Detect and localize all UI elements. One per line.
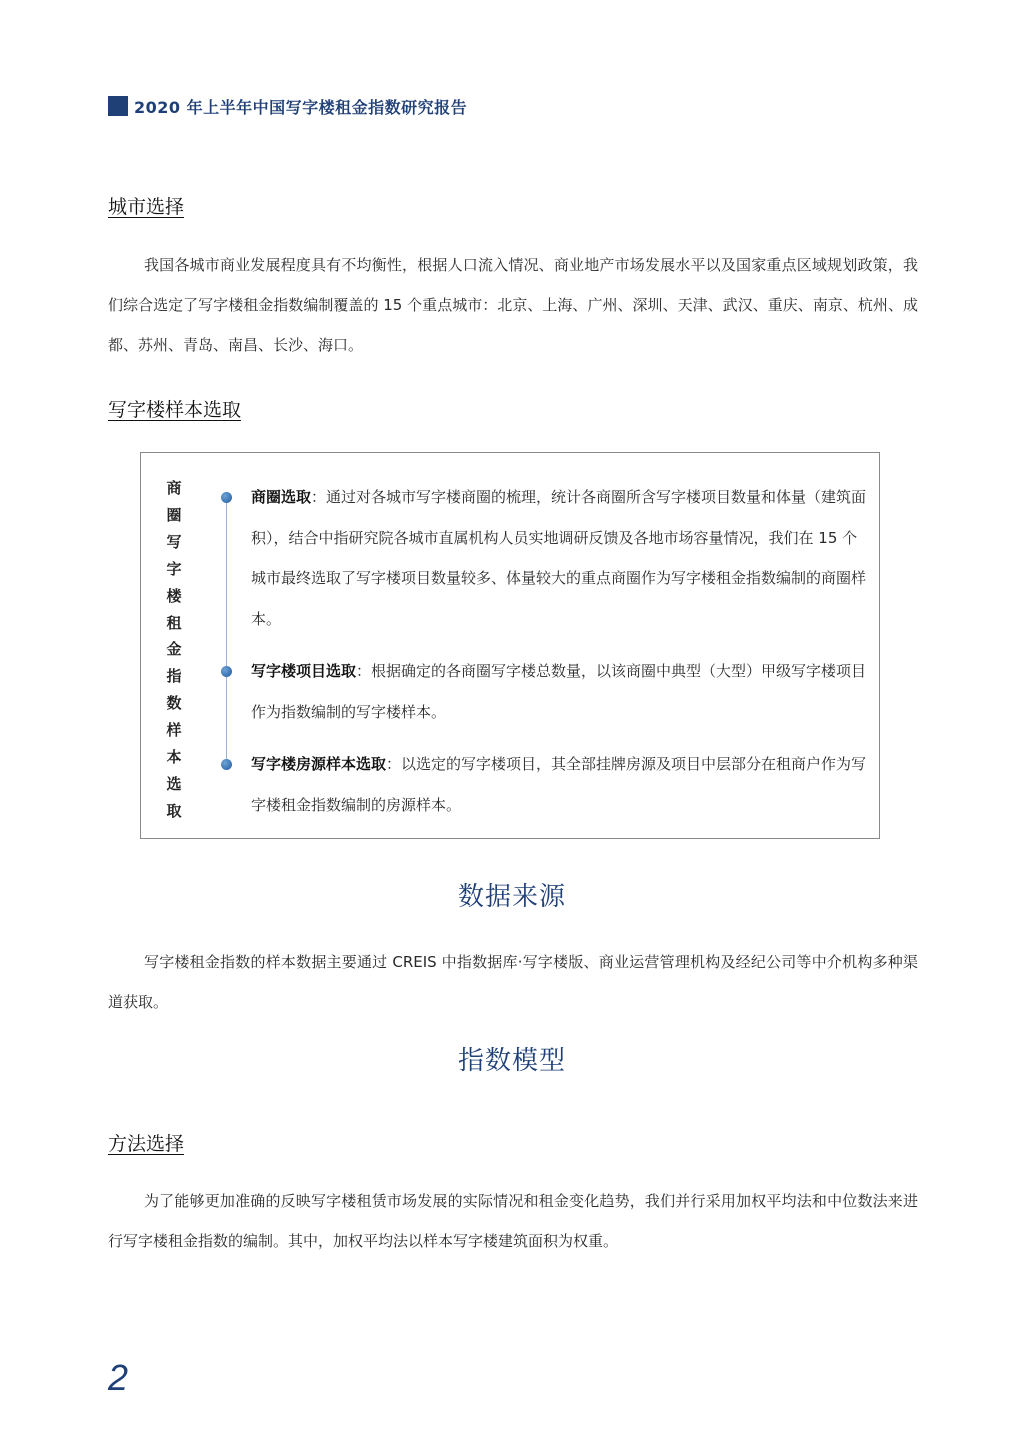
index-model-heading: 指数模型	[457, 1046, 566, 1076]
vertical-title-char: 字	[166, 559, 182, 578]
vertical-title-char: 圈	[166, 505, 182, 524]
vertical-title-char: 楼	[166, 586, 182, 605]
sample-item-label: 商圈选取	[251, 488, 312, 506]
vertical-title-char: 金	[166, 640, 182, 659]
box-vertical-title	[163, 475, 185, 825]
sample-item-label: 写字楼房源样本选取	[251, 755, 387, 773]
vertical-title-char: 数	[166, 694, 182, 713]
timeline-dot-icon	[221, 666, 232, 677]
header-title: 2020 年上半年中国写字楼租金指数研究报告	[134, 97, 468, 117]
vertical-title-char: 本	[166, 748, 182, 767]
page-header	[108, 94, 467, 118]
vertical-title-char: 租	[166, 613, 182, 632]
header-square-icon	[108, 96, 128, 116]
sample-selection-heading: 写字楼样本选取	[108, 399, 242, 421]
data-source-heading: 数据来源	[457, 882, 566, 912]
sample-item-project	[251, 651, 869, 732]
sample-selection-box	[140, 452, 880, 839]
page-number: 2	[108, 1357, 129, 1398]
sample-item-district	[251, 477, 869, 639]
method-selection-text: 为了能够更加准确的反映写字楼租赁市场发展的实际情况和租金变化趋势，我们并行采用加权平均法和中位数法来进行写字楼租金指数的编制。其中，加权平均法以样本写字楼建筑面积为权重。	[108, 1192, 918, 1250]
method-selection-heading: 方法选择	[108, 1133, 185, 1155]
vertical-title-char: 指	[166, 667, 182, 686]
method-selection-paragraph	[108, 1181, 918, 1261]
sample-item-label: 写字楼项目选取	[251, 662, 357, 680]
timeline-dot-icon	[221, 492, 232, 503]
timeline-dot-icon	[221, 759, 232, 770]
timeline-line	[226, 495, 227, 765]
vertical-title-char: 写	[166, 532, 182, 551]
vertical-title-char: 样	[166, 721, 182, 740]
data-source-text: 写字楼租金指数的样本数据主要通过 CREIS 中指数据库·写字楼版、商业运营管理机构及经纪公司等中介机构多种渠道获取。	[108, 953, 918, 1011]
vertical-title-char: 选	[166, 774, 182, 793]
vertical-title-char: 商	[166, 479, 182, 497]
data-source-paragraph	[108, 942, 918, 1022]
city-selection-heading: 城市选择	[108, 196, 185, 218]
sample-item-text: ：根据确定的各商圈写字楼总数量，以该商圈中典型（大型）甲级写字楼项目作为指数编制的写字楼样本。	[251, 662, 867, 721]
sample-item-text: ：以选定的写字楼项目，其全部挂牌房源及项目中层部分在租商户作为写字楼租金指数编制的房源样本。	[251, 755, 867, 814]
sample-item-text: ：通过对各城市写字楼商圈的梳理，统计各商圈所含写字楼项目数量和体量（建筑面积），结合中指研究院各城市直属机构人员实地调研反馈及各地市场容量情况，我们在 15 个城市最终选取了写字楼项目数量较多、体量较大的重点商圈作为写字楼租金指数编制的商圈样本。	[251, 488, 867, 628]
city-selection-paragraph	[108, 245, 918, 365]
city-selection-text: 我国各城市商业发展程度具有不均衡性，根据人口流入情况、商业地产市场发展水平以及国家重点区域规划政策，我们综合选定了写字楼租金指数编制覆盖的 15 个重点城市：北京、上海、广州、深圳、天津、武汉、重庆、南京、杭州、成都、苏州、青岛、南昌、长沙、海口。	[108, 256, 918, 354]
vertical-title-char: 取	[166, 801, 182, 820]
sample-item-listing	[251, 744, 869, 825]
